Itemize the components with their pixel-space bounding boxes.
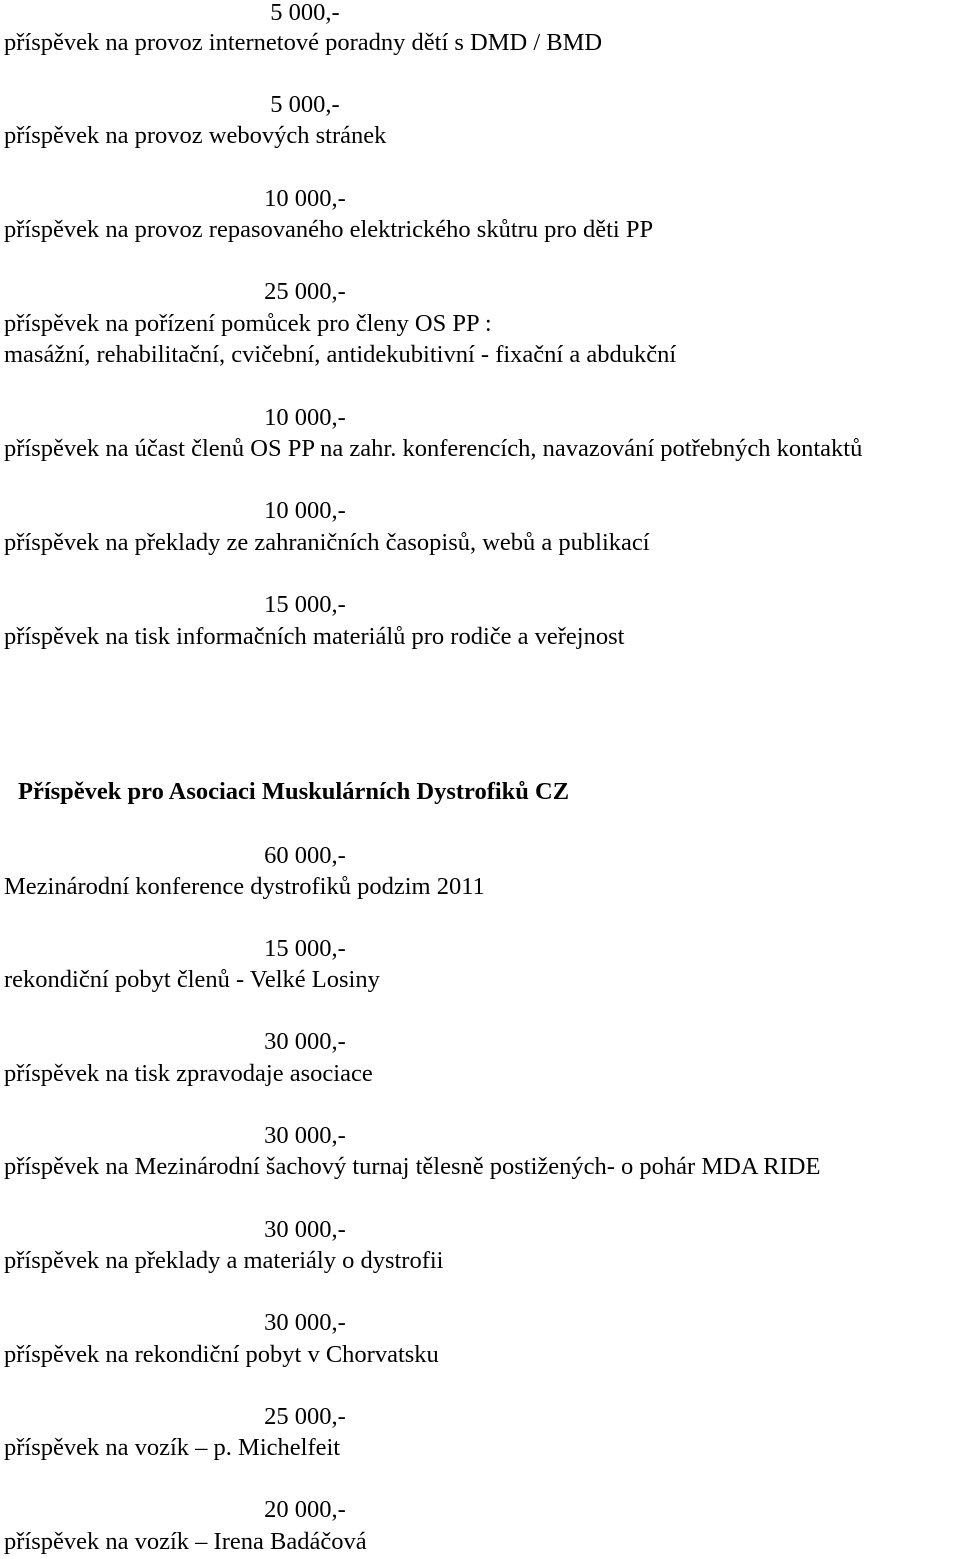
- amount-a-1: 5 000,-: [270, 91, 340, 118]
- item-a-5-desc: příspěvek na překlady ze zahraničních časopisů, webů a publikací: [4, 529, 650, 556]
- item-b-5-desc: příspěvek na rekondiční pobyt v Chorvatsku: [4, 1341, 439, 1368]
- item-b-7-desc: příspěvek na vozík – Irena Badáčová: [4, 1528, 367, 1555]
- item-a-6-desc: příspěvek na tisk informačních materiálů pro rodiče a veřejnost: [4, 623, 625, 650]
- amount-b-3: 30 000,-: [264, 1122, 346, 1149]
- section-heading: Příspěvek pro Asociaci Muskulárních Dystrofiků CZ: [18, 778, 570, 805]
- item-a-0-desc: příspěvek na provoz internetové poradny dětí s DMD / BMD: [4, 29, 603, 56]
- amount-a-3: 25 000,-: [264, 278, 346, 305]
- item-b-6-desc: příspěvek na vozík – p. Michelfeit: [4, 1434, 341, 1461]
- item-b-0-desc: Mezinárodní konference dystrofiků podzim 2011: [4, 873, 485, 900]
- amount-b-0: 60 000,-: [264, 842, 346, 869]
- amount-a-4: 10 000,-: [264, 404, 346, 431]
- item-a-2-desc: příspěvek na provoz repasovaného elektrického skůtru pro děti PP: [4, 216, 654, 243]
- item-b-3-desc: příspěvek na Mezinárodní šachový turnaj tělesně postižených- o pohár MDA RIDE: [4, 1153, 821, 1180]
- item-b-2-desc: příspěvek na tisk zpravodaje asociace: [4, 1060, 373, 1087]
- item-b-1-desc: rekondiční pobyt členů - Velké Losiny: [4, 966, 380, 993]
- amount-b-5: 30 000,-: [264, 1309, 346, 1336]
- item-a-3-desc-line2: masážní, rehabilitační, cvičební, antidekubitivní - fixační a abdukční: [4, 341, 677, 368]
- amount-b-2: 30 000,-: [264, 1028, 346, 1055]
- item-a-4-desc: příspěvek na účast členů OS PP na zahr. konferencích, navazování potřebných kontaktů: [4, 435, 863, 462]
- amount-a-5: 10 000,-: [264, 497, 346, 524]
- amount-a-2: 10 000,-: [264, 185, 346, 212]
- amount-b-6: 25 000,-: [264, 1403, 346, 1430]
- amount-b-1: 15 000,-: [264, 935, 346, 962]
- item-a-3-desc-line1: příspěvek na pořízení pomůcek pro členy OS PP :: [4, 310, 492, 337]
- amount-b-7: 20 000,-: [264, 1496, 346, 1523]
- amount-a-6: 15 000,-: [264, 591, 346, 618]
- amount-b-4: 30 000,-: [264, 1216, 346, 1243]
- amount-a-0: 5 000,-: [270, 0, 340, 26]
- item-a-1-desc: příspěvek na provoz webových stránek: [4, 122, 387, 149]
- item-b-4-desc: příspěvek na překlady a materiály o dystrofii: [4, 1247, 444, 1274]
